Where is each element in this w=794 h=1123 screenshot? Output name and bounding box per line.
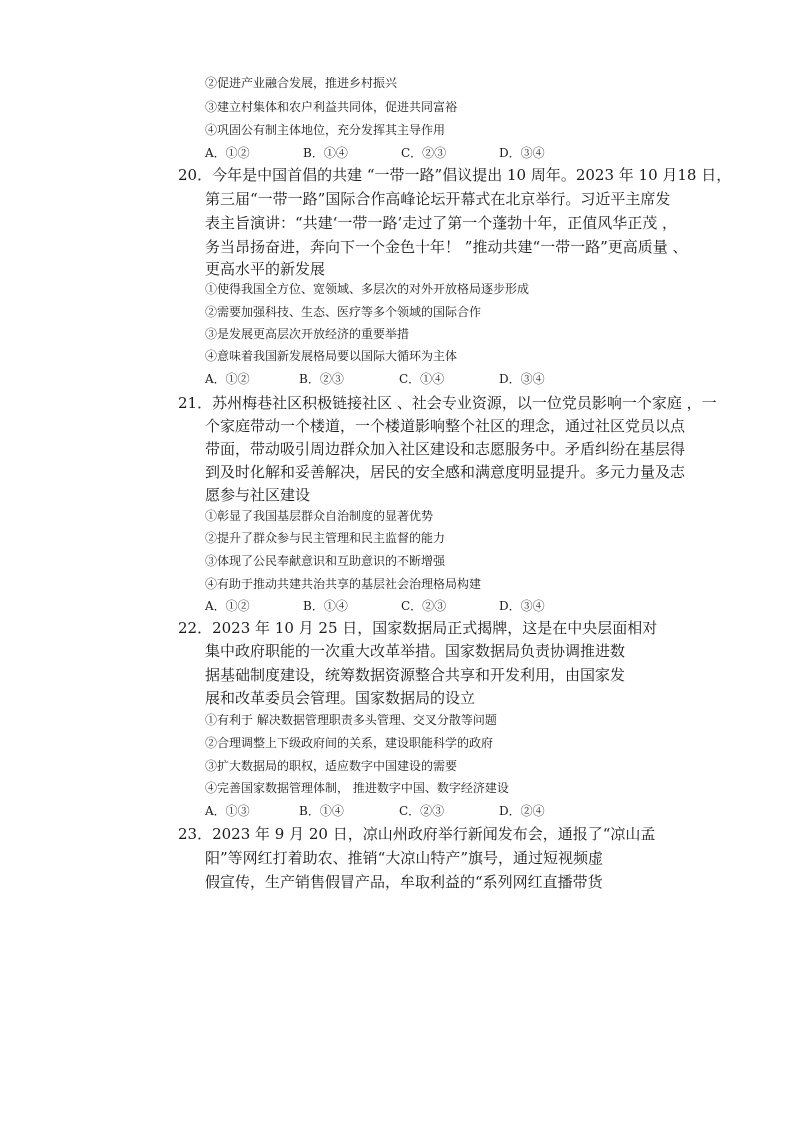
q22-statement-2: ②合理调整上下级政府间的关系，建设职能科学的政府 [205,736,494,750]
q21-option-c: C．②③ [401,599,447,613]
q20-stem-line-4: 务当昂扬奋进，奔向下一个金色十年！ ”推动共建“一带一路”更高质量 、 [205,238,688,256]
q19-statement-4: ④巩固公有制主体地位，充分发挥其主导作用 [205,123,446,137]
q22-option-a: A．①③ [205,804,250,818]
q21-stem-line-1: 21．苏州梅巷社区积极链接社区 、社会专业资源，以一位党员影响一个家庭 ，一 [178,394,717,412]
q20-statement-1: ①使得我国全方位、宽领域、多层次的对外开放格局逐步形成 [205,282,530,296]
q23-stem-line-3: 假宣传，生产销售假冒产品，牟取利益的“系列网红直播带货 [205,873,603,891]
q19-statement-2: ②促进产业融合发展，推进乡村振兴 [205,76,398,90]
q23-stem-line-1: 23．2023 年 9 月 20 日，凉山州政府举行新闻发布会，通报了“凉山孟 [178,825,656,843]
q21-statement-1: ①彰显了我国基层群众自治制度的显著优势 [205,509,434,523]
q22-stem-line-2: 集中政府职能的一次重大改革举措。国家数据局负责协调推进数 [205,642,626,660]
q22-stem-line-1: 22．2023 年 10 月 25 日，国家数据局正式揭牌，这是在中央层面相对 [178,619,658,637]
q20-statement-2: ②需要加强科技、生态、医疗等多个领域的国际合作 [205,305,482,319]
q20-stem-line-2: 第三届“一带一路”国际合作高峰论坛开幕式在北京举行。习近平主席发 [205,190,671,208]
q19-options [205,147,597,159]
q20-statement-4: ④意味着我国新发展格局要以国际大循环为主体 [205,349,458,363]
q20-options [205,373,597,385]
q21-stem-line-4: 到及时化解和妥善解决，居民的安全感和满意度明显提升。多元力量及志 [205,463,686,481]
q19-option-a: A．①② [205,146,250,160]
q19-option-b: B．①④ [303,146,348,160]
q21-stem-line-3: 带面，带动吸引周边群众加入社区建设和志愿服务中。矛盾纠纷在基层得 [205,440,686,458]
q21-statement-2: ②提升了群众参与民主管理和民主监督的能力 [205,531,446,545]
q21-option-d: D．③④ [499,599,545,613]
q19-option-c: C．②③ [401,146,447,160]
q21-option-b: B．①④ [303,599,348,613]
q21-stem-line-2: 个家庭带动一个楼道，一个楼道影响整个社区的理念，通过社区党员以点 [205,417,686,435]
q22-statement-1: ①有利于 解决数据管理职责多头管理、交叉分散等问题 [205,713,497,727]
q22-options [205,805,597,817]
q21-statement-4: ④有助于推动共建共治共享的基层社会治理格局构建 [205,577,482,591]
q19-option-d: D．③④ [499,146,545,160]
q20-stem-line-5: 更高水平的新发展 [205,260,326,278]
q22-option-c: C．②③ [399,804,445,818]
q21-stem-line-5: 愿参与社区建设 [205,486,311,504]
q20-option-d: D．③④ [499,372,545,386]
q21-option-a: A．①② [205,599,250,613]
q22-statement-4: ④完善国家数据管理体制， 推进数字中国、数字经济建设 [205,781,509,795]
q20-option-b: B．②③ [299,372,344,386]
q20-option-a: A．①② [205,372,250,386]
q22-stem-line-4: 展和改革委员会管理。国家数据局的设立 [205,689,476,707]
q20-stem-line-3: 表主旨演讲：“共建‘一带一路’走过了第一个蓬勃十年，正值风华正茂 ， [205,214,677,232]
q20-option-c: C．①④ [399,372,445,386]
q19-statement-3: ③建立村集体和农户利益共同体，促进共同富裕 [205,100,458,114]
q22-option-d: D．②④ [499,804,545,818]
q22-statement-3: ③扩大数据局的职权，适应数字中国建设的需要 [205,759,458,773]
q23-stem-line-2: 阳”等网红打着助农、推销“大凉山特产”旗号，通过短视频虚 [205,849,604,867]
q20-stem-line-1: 20．今年是中国首倡的共建 “一带一路”倡议提出 10 周年。2023 年 10 月18 日， [178,166,732,184]
q20-statement-3: ③是发展更高层次开放经济的重要举措 [205,327,410,341]
q21-options [205,600,597,612]
q22-option-b: B．①④ [299,804,344,818]
q22-stem-line-3: 据基础制度建设，统筹数据资源整合共享和开发利用，由国家发 [205,666,626,684]
q21-statement-3: ③体现了公民奉献意识和互助意识的不断增强 [205,554,446,568]
